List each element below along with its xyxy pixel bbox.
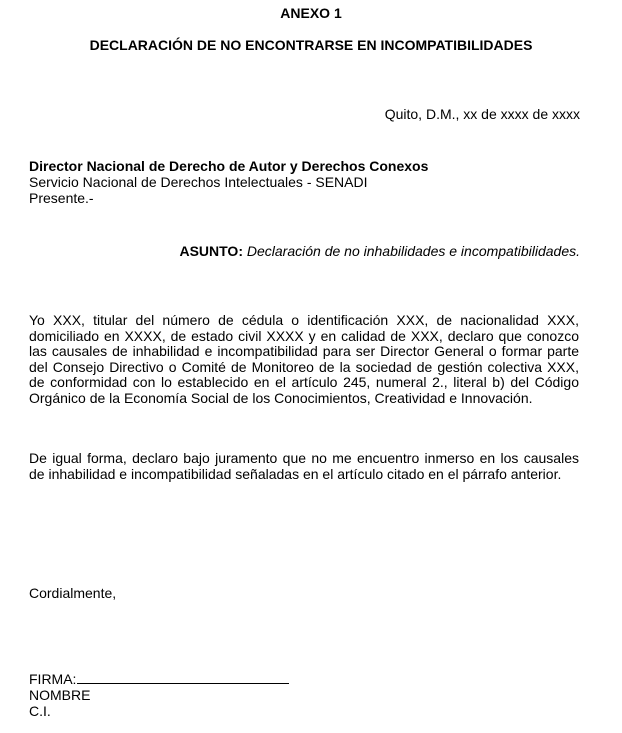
body-paragraph-2: De igual forma, declaro bajo juramento que no me encuentro inmerso en los causales de inhabilidad e incompatibilidad señaladas en el artículo citado en el párrafo anterior.	[29, 450, 579, 482]
nombre-label: NOMBRE	[29, 687, 91, 703]
annex-title: ANEXO 1	[280, 5, 342, 21]
recipient-block	[29, 158, 589, 206]
ci-label: C.I.	[29, 703, 51, 719]
signature-row	[29, 671, 289, 687]
place-date: Quito, D.M., xx de xxxx de xxxx	[384, 106, 580, 122]
signature-block	[29, 671, 289, 719]
recipient-institution: Servicio Nacional de Derechos Intelectuales - SENADI	[29, 174, 368, 190]
closing: Cordialmente,	[29, 585, 117, 601]
recipient-name: Director Nacional de Derecho de Autor y Derechos Conexos	[29, 158, 429, 174]
document-title: DECLARACIÓN DE NO ENCONTRARSE EN INCOMPATIBILIDADES	[89, 37, 533, 53]
body-paragraph-1: Yo XXX, titular del número de cédula o identificación XXX, de nacionalidad XXX, domiciliado en XXXX, de estado civil XXXX y en calidad de XXX, declaro que conozco las causales de inhabilidad e incompatibilidad para ser Director General o formar parte del Consejo Directivo o Comité de Monitoreo de la sociedad de gestión colectiva XXX, de conformidad con lo establecido en el artículo 245, numeral 2., literal b) del Código Orgánico de la Economía Social de los Conocimientos, Creatividad e Innovación.	[29, 312, 579, 406]
subject-text: Declaración de no inhabilidades e incompatibilidades.	[246, 243, 580, 259]
signature-line	[77, 671, 289, 684]
subject-label: ASUNTO:	[179, 243, 243, 259]
recipient-greeting: Presente.-	[29, 190, 94, 206]
firma-label: FIRMA:	[29, 671, 77, 687]
subject-line	[179, 243, 580, 259]
